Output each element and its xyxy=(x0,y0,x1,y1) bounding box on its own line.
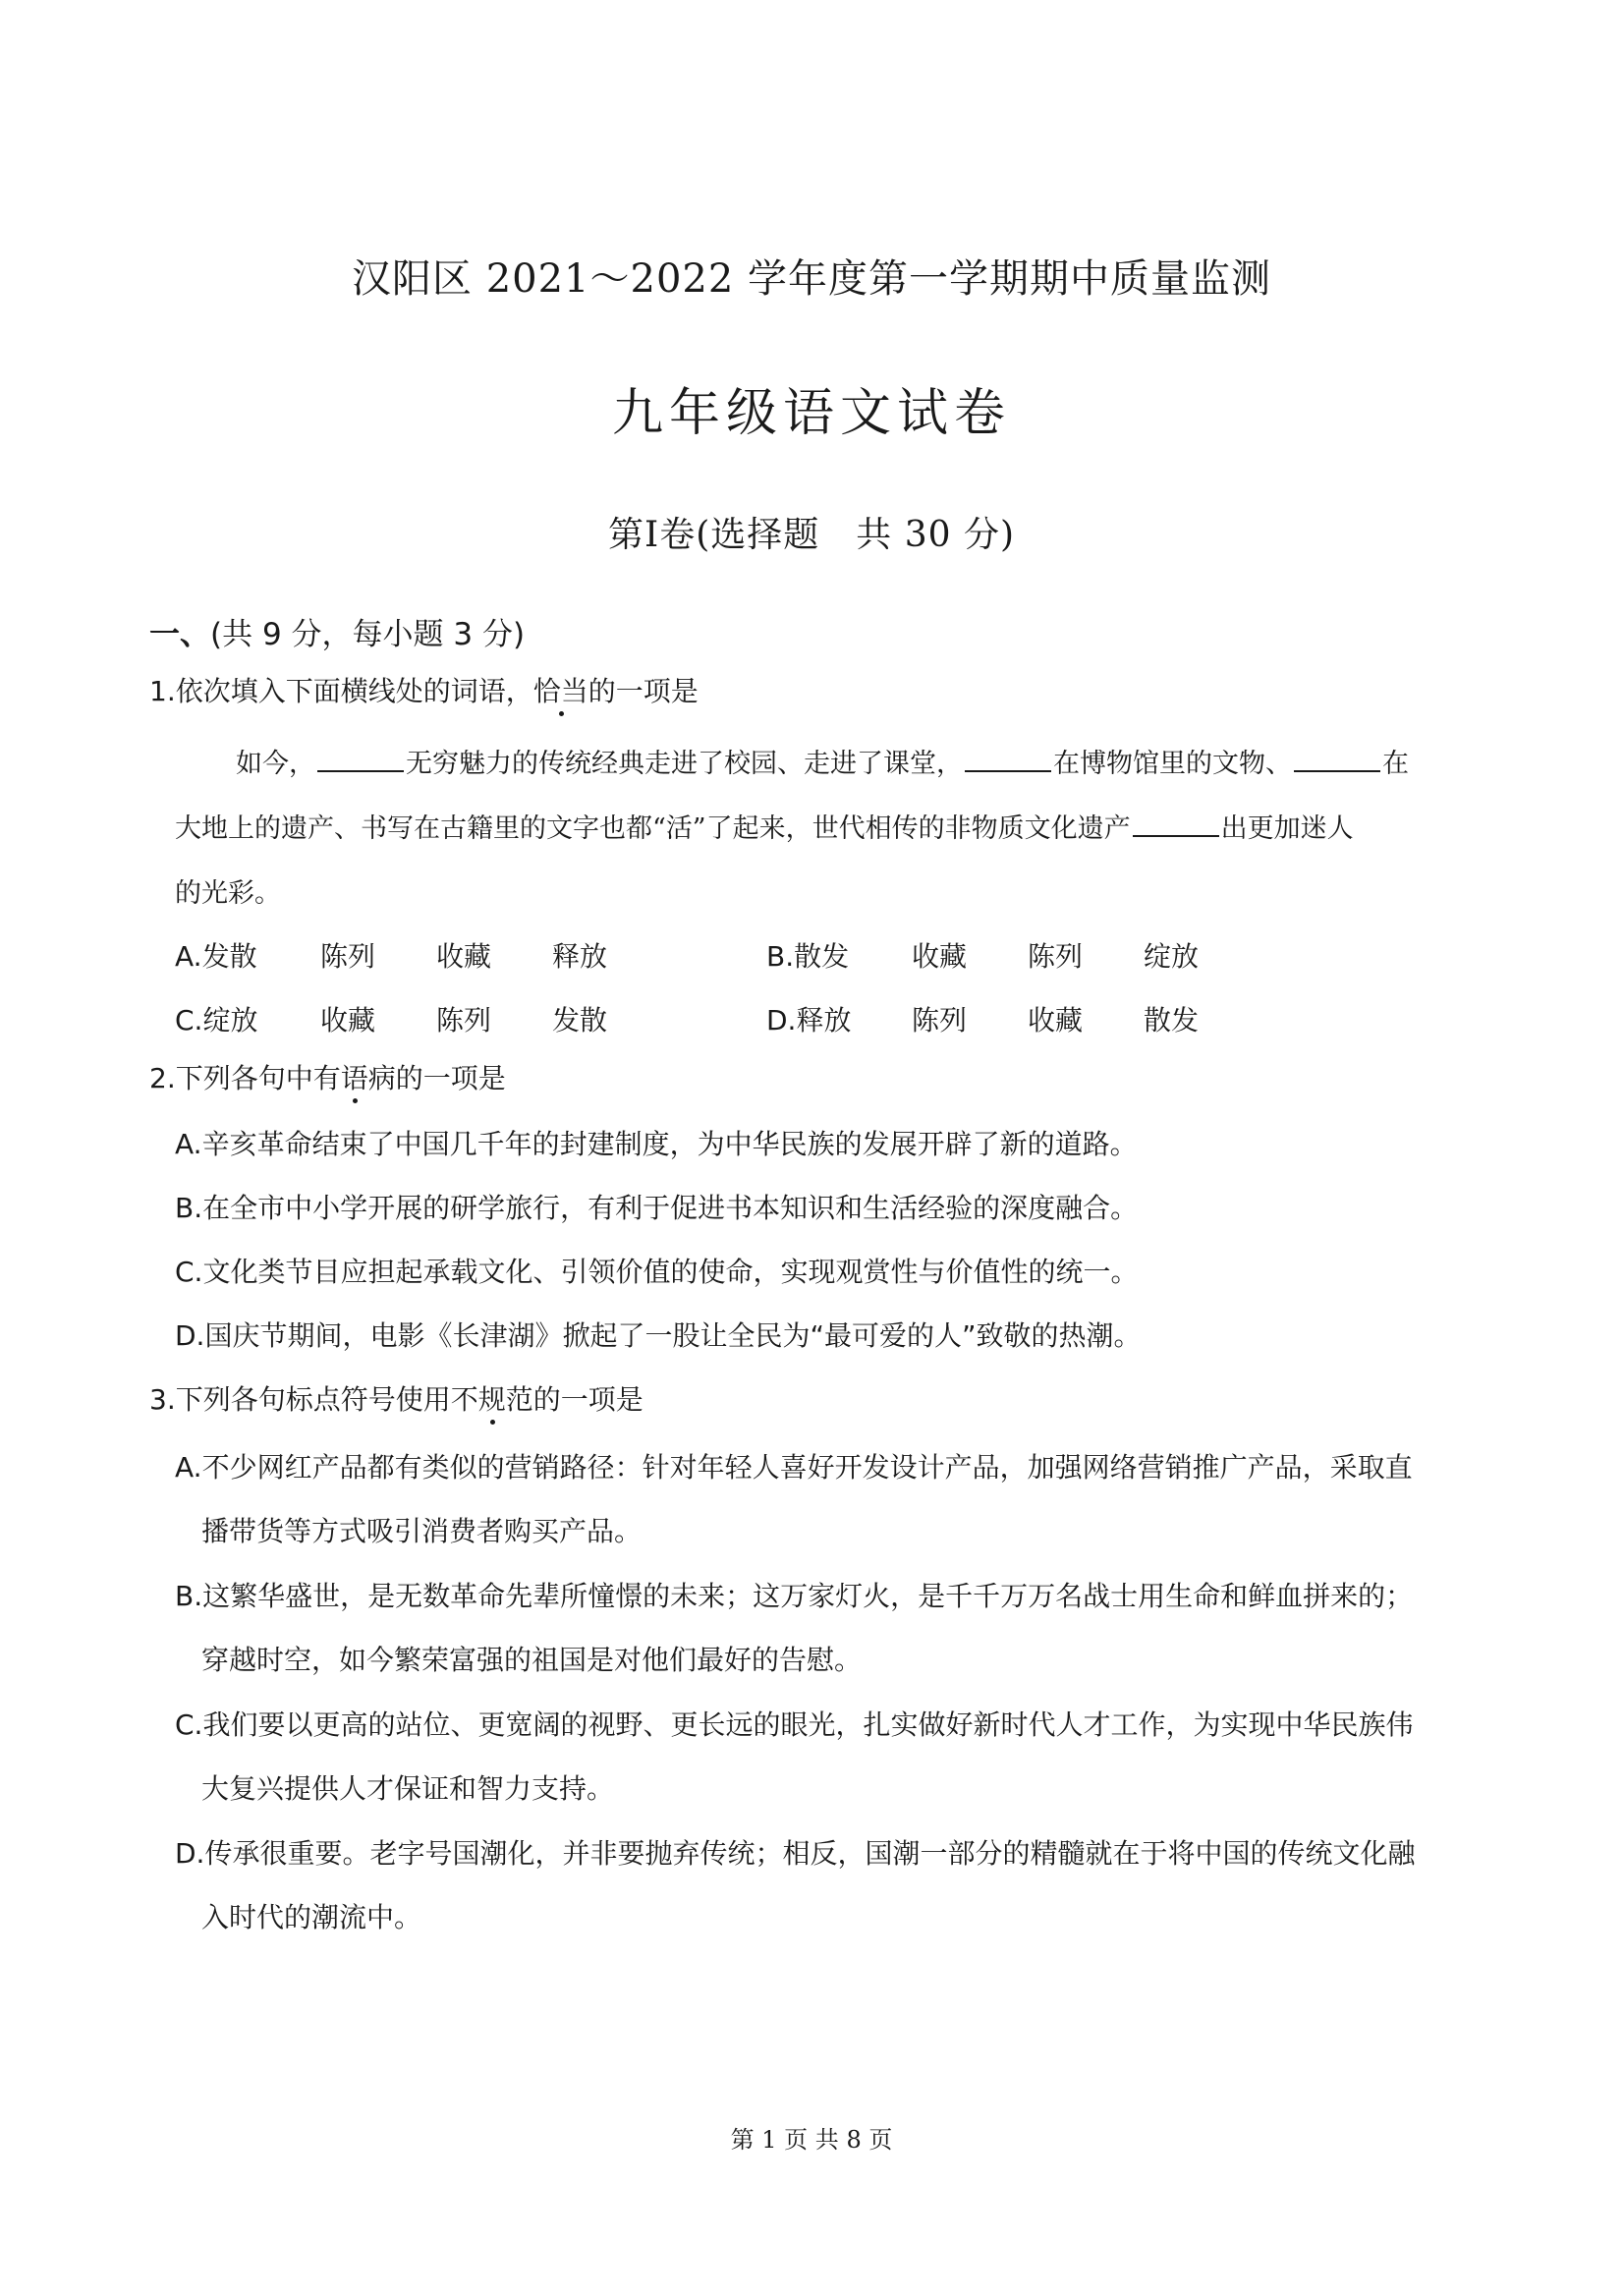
option-c-word-3: 陈列 xyxy=(436,1004,492,1036)
emphasis-dots: 恰当 xyxy=(532,675,588,707)
question-3-option-d-line-1: D.传承很重要。老字号国潮化，并非要抛弃传统；相反，国潮一部分的精髓就在于将中国的传统文化融 xyxy=(175,1837,1416,1870)
question-3-option-a-line-2: 播带货等方式吸引消费者购买产品。 xyxy=(201,1515,643,1547)
option-a-word-1: A.发散 xyxy=(175,940,257,973)
option-b-word-1: B.散发 xyxy=(766,940,850,973)
question-3-option-d-line-2: 入时代的潮流中。 xyxy=(201,1901,422,1933)
page-footer: 第 1 页 共 8 页 xyxy=(730,2126,893,2154)
question-3-option-a-line-1: A.不少网红产品都有类似的营销路径：针对年轻人喜好开发设计产品，加强网络营销推广产品，采取直 xyxy=(175,1451,1413,1484)
option-c-word-1: C.绽放 xyxy=(175,1004,258,1036)
emphasis-dots: 不规范 xyxy=(450,1383,533,1416)
option-d-word-3: 收藏 xyxy=(1028,1004,1084,1036)
question-3-option-c-line-1: C.我们要以更高的站位、更宽阔的视野、更长远的眼光，扎实做好新时代人才工作，为实现中华民族伟 xyxy=(175,1708,1414,1741)
answer-blank-4 xyxy=(1133,813,1219,837)
question-1-passage-line-3: 的光彩。 xyxy=(175,878,281,909)
option-b-word-3: 陈列 xyxy=(1028,940,1084,973)
exam-title: 汉阳区 2021～2022 学年度第一学期期中质量监测 xyxy=(351,256,1272,302)
question-1-passage-line-1: 如今， 无穷魅力的传统经典走进了校园、走进了课堂， 在博物馆里的文物、 在 xyxy=(236,749,1409,779)
section-heading xyxy=(149,609,525,653)
question-3-option-b-line-1: B.这繁华盛世，是无数革命先辈所憧憬的未来；这万家灯火，是千千万万名战士用生命和鲜血拼来的； xyxy=(175,1580,1414,1612)
question-2-stem: 2.下列各句中有语病的一项是 xyxy=(149,1062,506,1094)
option-b-word-4: 绽放 xyxy=(1144,940,1200,973)
question-2-option-c: C.文化类节目应担起承载文化、引领价值的使命，实现观赏性与价值性的统一。 xyxy=(175,1256,1139,1288)
section-number: 一、 xyxy=(149,617,210,652)
option-d-word-4: 散发 xyxy=(1144,1004,1200,1036)
emphasis-dots: 有语病 xyxy=(312,1062,396,1094)
volume-title: 第Ⅰ卷(选择题 共 30 分) xyxy=(607,515,1015,555)
section-note: (共 9 分，每小题 3 分) xyxy=(210,617,526,652)
answer-blank-3 xyxy=(1294,749,1380,772)
option-c-word-2: 收藏 xyxy=(320,1004,376,1036)
option-a-word-2: 陈列 xyxy=(320,940,376,973)
exam-subject-title: 九年级语文试卷 xyxy=(611,384,1011,443)
question-3-option-c-line-2: 大复兴提供人才保证和智力支持。 xyxy=(201,1772,615,1805)
question-1-stem: 1.依次填入下面横线处的词语，恰当的一项是 xyxy=(149,675,699,707)
option-a-word-4: 释放 xyxy=(552,940,608,973)
question-3-stem: 3.下列各句标点符号使用不规范的一项是 xyxy=(149,1383,644,1416)
answer-blank-1 xyxy=(317,749,404,772)
option-d-word-2: 陈列 xyxy=(912,1004,968,1036)
option-c-word-4: 发散 xyxy=(552,1004,608,1036)
question-2-option-d: D.国庆节期间，电影《长津湖》掀起了一股让全民为“最可爱的人”致敬的热潮。 xyxy=(175,1319,1142,1352)
answer-blank-2 xyxy=(965,749,1051,772)
question-2-option-b: B.在全市中小学开展的研学旅行，有利于促进书本知识和生活经验的深度融合。 xyxy=(175,1192,1139,1224)
option-b-word-2: 收藏 xyxy=(912,940,968,973)
option-a-word-3: 收藏 xyxy=(436,940,492,973)
question-3-option-b-line-2: 穿越时空，如今繁荣富强的祖国是对他们最好的告慰。 xyxy=(201,1644,863,1676)
question-2-option-a: A.辛亥革命结束了中国几千年的封建制度，为中华民族的发展开辟了新的道路。 xyxy=(175,1128,1138,1160)
question-1-passage-line-2: 大地上的遗产、书写在古籍里的文字也都“活”了起来，世代相传的非物质文化遗产 出更加迷人 xyxy=(175,813,1354,844)
option-d-word-1: D.释放 xyxy=(766,1004,852,1036)
